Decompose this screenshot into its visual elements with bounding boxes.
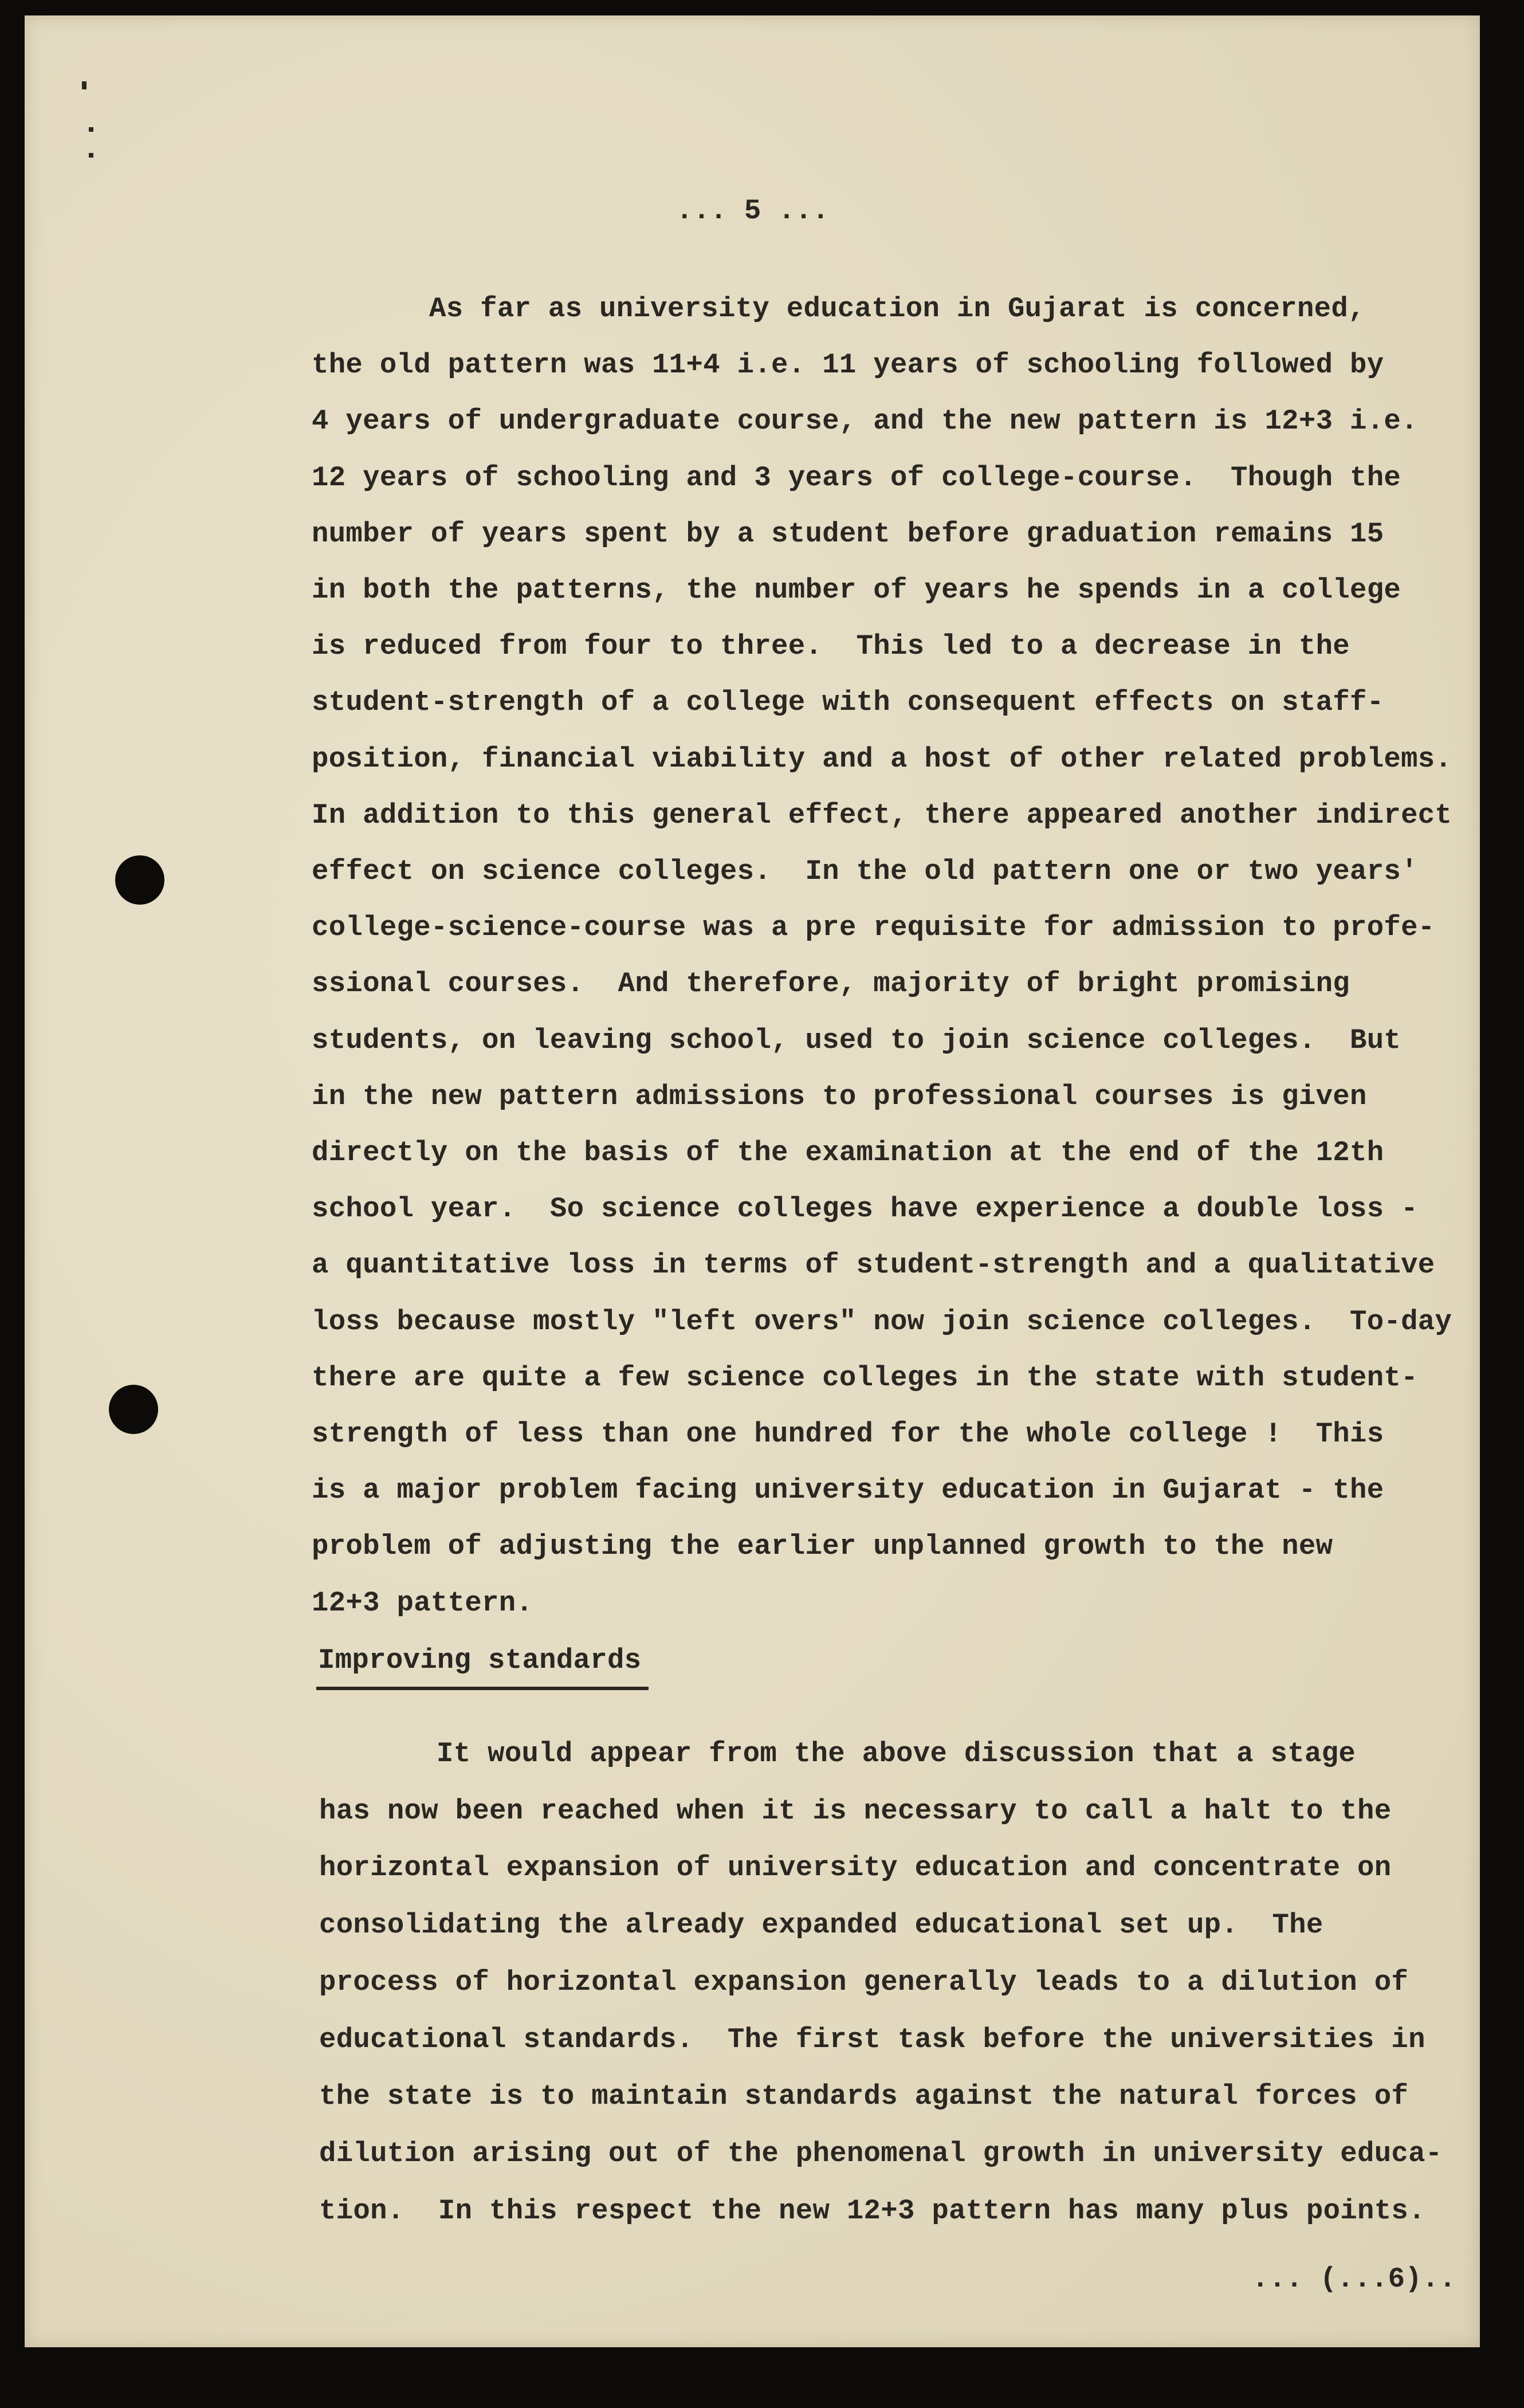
punch-hole bbox=[115, 855, 164, 905]
text-line: there are quite a few science colleges in the state with student- bbox=[312, 1361, 1418, 1394]
text-line: a quantitative loss in terms of student-strength and a qualitative bbox=[312, 1249, 1435, 1282]
text-line: In addition to this general effect, there appeared another indirect bbox=[312, 799, 1452, 831]
text-line: process of horizontal expansion generally leads to a dilution of bbox=[319, 1966, 1409, 1998]
text-line: the state is to maintain standards against the natural forces of bbox=[319, 2080, 1409, 2113]
text-line: is reduced from four to three. This led to a decrease in the bbox=[312, 630, 1350, 663]
continuation-marker: ... (...6).. bbox=[1252, 2263, 1456, 2295]
text-line: effect on science colleges. In the old pattern one or two years' bbox=[312, 855, 1418, 888]
text-line: directly on the basis of the examination at the end of the 12th bbox=[312, 1137, 1384, 1169]
text-line: It would appear from the above discussion that a stage bbox=[437, 1738, 1356, 1770]
text-line: dilution arising out of the phenomenal growth in university educa- bbox=[319, 2137, 1443, 2170]
text-line: 12+3 pattern. bbox=[312, 1586, 533, 1619]
page-number: ... 5 ... bbox=[676, 195, 830, 227]
text-line: students, on leaving school, used to join science colleges. But bbox=[312, 1024, 1401, 1056]
heading-underline bbox=[316, 1687, 649, 1690]
text-line: tion. In this respect the new 12+3 pattern has many plus points. bbox=[319, 2194, 1425, 2227]
text-line: loss because mostly "left overs" now join science colleges. To-day bbox=[312, 1305, 1452, 1338]
text-line: has now been reached when it is necessary to call a halt to the bbox=[319, 1794, 1392, 1827]
text-line: number of years spent by a student before graduation remains 15 bbox=[312, 517, 1384, 550]
margin-mark bbox=[89, 153, 93, 158]
section-heading: Improving standards bbox=[318, 1644, 642, 1676]
text-line: position, financial viability and a host of other related problems. bbox=[312, 743, 1452, 775]
text-line: strength of less than one hundred for the whole college ! This bbox=[312, 1418, 1384, 1451]
text-line: student-strength of a college with consequent effects on staff- bbox=[312, 686, 1384, 719]
text-line: problem of adjusting the earlier unplanned growth to the new bbox=[312, 1530, 1333, 1563]
text-line: is a major problem facing university education in Gujarat - the bbox=[312, 1474, 1384, 1507]
margin-mark bbox=[82, 81, 87, 89]
text-line: college-science-course was a pre requisite for admission to profe- bbox=[312, 912, 1435, 944]
text-line: in both the patterns, the number of years he spends in a college bbox=[312, 574, 1401, 607]
margin-mark bbox=[89, 127, 93, 132]
text-line: consolidating the already expanded educational set up. The bbox=[319, 1909, 1323, 1942]
text-line: school year. So science colleges have experience a double loss - bbox=[312, 1193, 1418, 1225]
text-line: ssional courses. And therefore, majority of bright promising bbox=[312, 968, 1350, 1000]
text-line: 4 years of undergraduate course, and the new pattern is 12+3 i.e. bbox=[312, 405, 1418, 438]
text-line: horizontal expansion of university education and concentrate on bbox=[319, 1852, 1392, 1884]
text-line: 12 years of schooling and 3 years of college-course. Though the bbox=[312, 461, 1401, 494]
text-line: the old pattern was 11+4 i.e. 11 years of schooling followed by bbox=[312, 349, 1384, 382]
text-line: in the new pattern admissions to professional courses is given bbox=[312, 1080, 1367, 1113]
paragraph-2 bbox=[319, 1726, 1443, 2240]
paragraph-1 bbox=[312, 281, 1452, 1631]
text-line: As far as university education in Gujarat is concerned, bbox=[429, 293, 1365, 325]
punch-hole bbox=[109, 1385, 158, 1434]
text-line: educational standards. The first task before the universities in bbox=[319, 2023, 1425, 2056]
